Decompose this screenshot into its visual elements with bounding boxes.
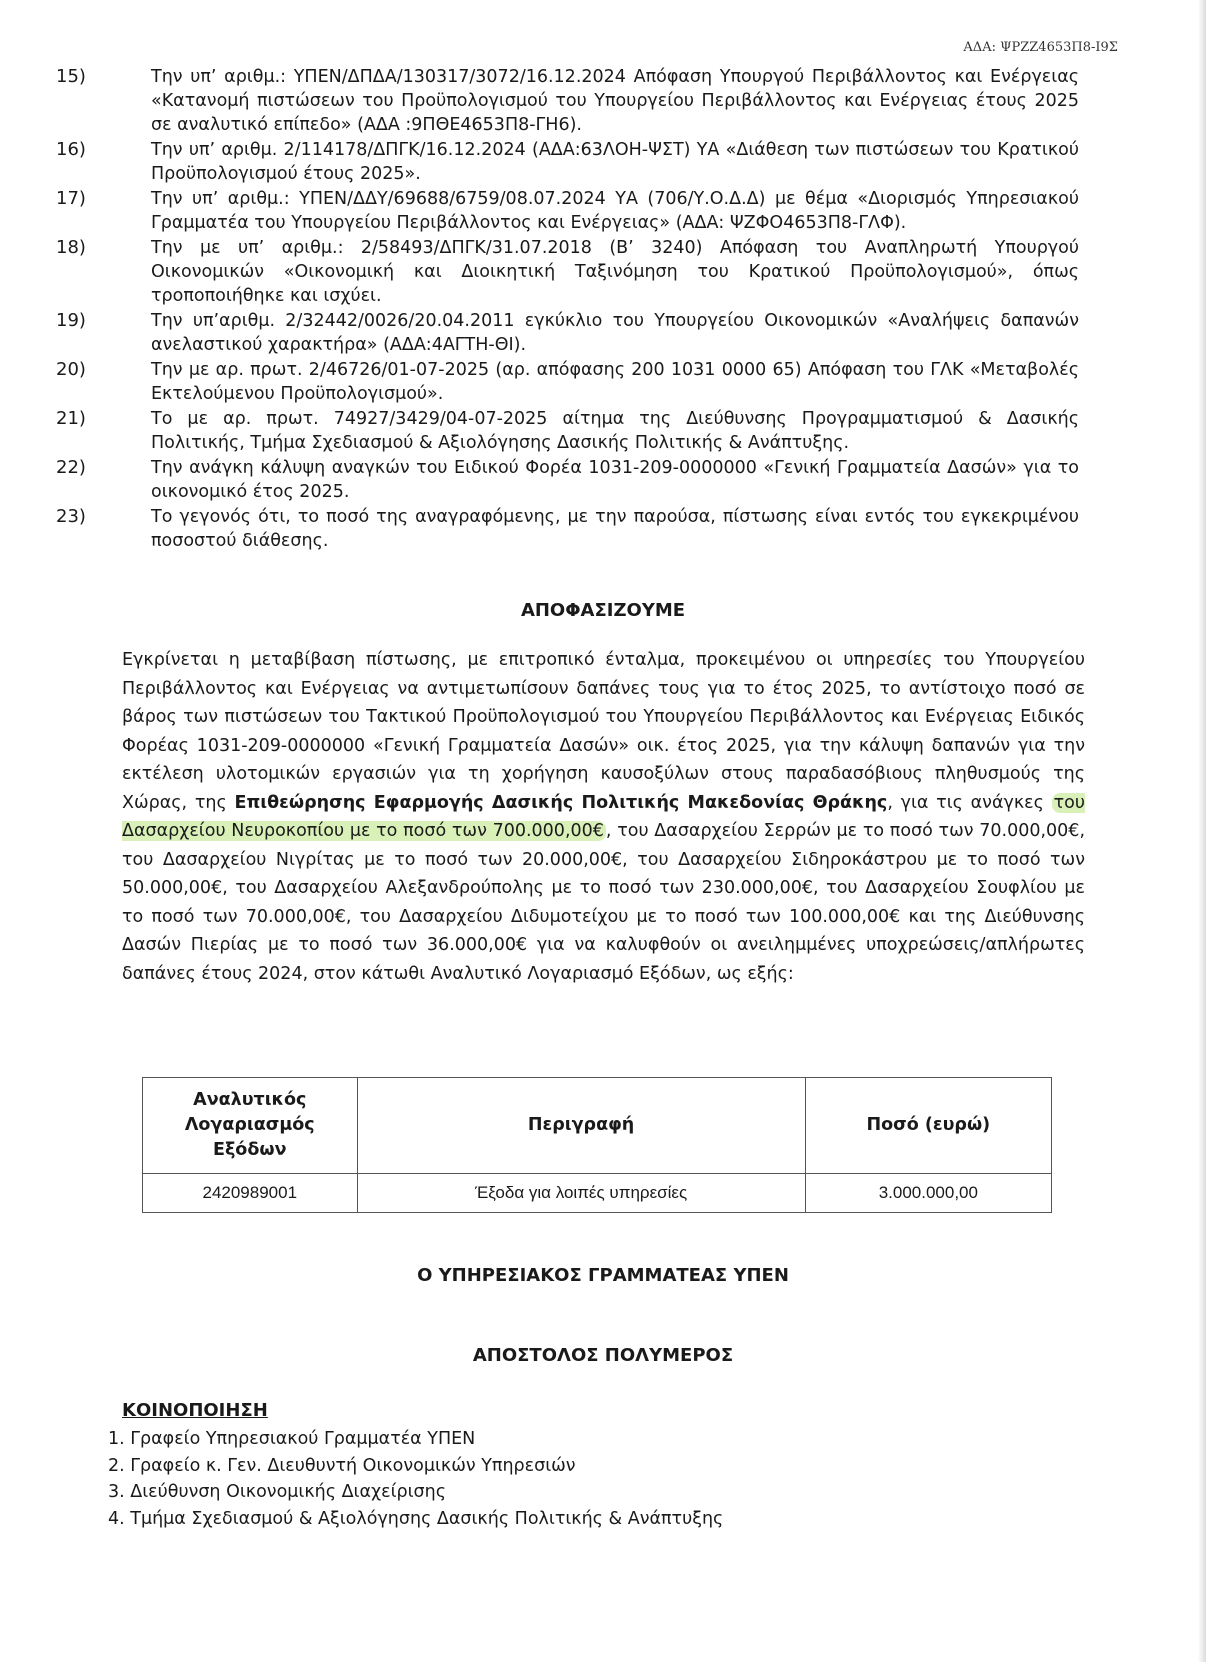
reference-number: 21) (56, 408, 86, 429)
paragraph-bold-text: Επιθεώρησης Εφαρμογής Δασικής Πολιτικής Μακεδονίας Θράκης (234, 792, 888, 813)
reference-text: Την υπ’αριθμ. 2/32442/0026/20.04.2011 εγκύκλιο του Υπουργείου Οικονομικών «Αναλήψεις δαπανών ανελαστικού χαρακτήρα» (ΑΔΑ:4ΑΓΤΗ-ΘΙ). (151, 311, 1079, 355)
reference-number: 20) (56, 359, 86, 380)
notification-list (108, 1426, 723, 1532)
list-item: 4. Τμήμα Σχεδιασμού & Αξιολόγησης Δασικής Πολιτικής & Ανάπτυξης (108, 1508, 724, 1529)
cell-account-code: 2420989001 (143, 1174, 358, 1213)
decision-heading: ΑΠΟΦΑΣΙΖΟΥΜΕ (520, 600, 686, 621)
notification-title: ΚΟΙΝΟΠΟΙΗΣΗ (122, 1400, 268, 1421)
decision-paragraph (122, 646, 1085, 988)
cell-amount: 3.000.000,00 (805, 1174, 1051, 1213)
column-header-amount: Ποσό (ευρώ) (805, 1078, 1051, 1174)
reference-number: 16) (56, 139, 86, 160)
reference-text: Την υπ’ αριθμ.: ΥΠΕΝ/ΔΠΔΑ/130317/3072/16.12.2024 Απόφαση Υπουργού Περιβάλλοντος και Ενέργειας «Κατανομή πιστώσεων του Προϋπολογισμού του Υπουργείου Περιβάλλοντος και Ενέργειας έτους 2025 σε αναλυτικό επίπεδο» (ΑΔΑ :9ΠΘΕ4653Π8-ΓΗ6). (151, 67, 1079, 135)
ada-header: ΑΔΑ: ΨΡΖΖ4653Π8-Ι9Σ (963, 40, 1118, 55)
column-header-account: Αναλυτικός Λογαριασμός Εξόδων (143, 1078, 358, 1174)
reference-item (0, 358, 1206, 406)
cell-description: Έξοδα για λοιπές υπηρεσίες (357, 1174, 805, 1213)
paragraph-text: , του Δασαρχείου Σερρών με το ποσό των 70.000,00€, του Δασαρχείου Νιγρίτας με το ποσό των 20.000,00€, του Δασαρχείου Σιδηροκάστρου με το ποσό των 50.000,00€, του Δασαρχείου Αλεξανδρούπολης με το ποσό των 230.000,00€, του Δασαρχείου Σουφλίου με το ποσό των 70.000,00€, του Δασαρχείου Διδυμοτείχου με το ποσό των 100.000,00€ και της Διεύθυνσης Δασών Πιερίας με το ποσό των 36.000,00€ για να καλυφθούν οι ανειλημμένες υποχρεώσεις/απλήρωτες δαπάνες έτους 2024, στον κάτωθι Αναλυτικό Λογαριασμό Εξόδων, ως εξής: (122, 821, 1086, 984)
paragraph-text: , για τις ανάγκες (887, 792, 1052, 813)
reference-item (0, 65, 1206, 137)
reference-item (0, 309, 1206, 357)
reference-text: Το γεγονός ότι, το ποσό της αναγραφόμενης, με την παρούσα, πίστωσης είναι εντός του εγκεκριμένου ποσοστού διάθεσης. (151, 507, 1079, 551)
reference-number: 22) (56, 457, 86, 478)
paragraph-text: Εγκρίνεται η μεταβίβαση πίστωσης, με επιτροπικό ένταλμα, προκειμένου οι υπηρεσίες του Υπουργείου Περιβάλλοντος και Ενέργειας να αντιμετωπίσουν δαπάνες τους για το έτος 2025, το αντίστοιχο ποσό σε βάρος των πιστώσεων του Τακτικού Προϋπολογισμού του Υπουργείου Περιβάλλοντος και Ενέργειας Ειδικός Φορέας 1031-209-0000000 «Γενική Γραμματεία Δασών» οικ. έτος 2025, για την κάλυψη δαπανών για την εκτέλεση υλοτομικών εργασιών για τη χορήγηση καυσοξύλων στους παραδασόβιους πληθυσμούς της Χώρας, της (122, 650, 1085, 813)
reference-text: Την με υπ’ αριθμ.: 2/58493/ΔΠΓΚ/31.07.2018 (Β’ 3240) Απόφαση του Αναπληρωτή Υπουργού Οικονομικών «Οικονομική και Διοικητική Ταξινόμηση του Κρατικού Προϋπολογισμού», όπως τροποποιήθηκε και ισχύει. (151, 238, 1079, 306)
reference-item (0, 505, 1206, 553)
list-item: 2. Γραφείο κ. Γεν. Διευθυντή Οικονομικών Υπηρεσιών (108, 1455, 576, 1476)
reference-item (0, 187, 1206, 235)
list-item: 3. Διεύθυνση Οικονομικής Διαχείρισης (108, 1482, 446, 1502)
table-row (143, 1174, 1052, 1213)
signatory-name: ΑΠΟΣΤΟΛΟΣ ΠΟΛΥΜΕΡΟΣ (472, 1345, 734, 1366)
reference-number: 18) (56, 237, 86, 258)
reference-item (0, 236, 1206, 308)
reference-text: Την υπ’ αριθμ. 2/114178/ΔΠΓΚ/16.12.2024 (ΑΔΑ:63ΛΟΗ-ΨΣΤ) ΥΑ «Διάθεση των πιστώσεων του Κρατικού Προϋπολογισμού έτους 2025». (151, 140, 1079, 184)
highlighted-text: του Δασαρχείου Νευροκοπίου με το ποσό των 700.000,00€ (122, 792, 1085, 841)
reference-number: 23) (56, 506, 86, 527)
signatory-title: Ο ΥΠΗΡΕΣΙΑΚΟΣ ΓΡΑΜΜΑΤΕΑΣ ΥΠΕΝ (417, 1265, 789, 1286)
reference-text: Το με αρ. πρωτ. 74927/3429/04-07-2025 αίτημα της Διεύθυνσης Προγραμματισμού & Δασικής Πολιτικής, Τμήμα Σχεδιασμού & Αξιολόγησης Δασικής Πολιτικής & Ανάπτυξης. (151, 409, 1079, 453)
table-header-row (143, 1078, 1052, 1174)
reference-item (0, 456, 1206, 504)
expense-account-table (142, 1077, 1052, 1213)
list-item: 1. Γραφείο Υπηρεσιακού Γραμματέα ΥΠΕΝ (108, 1429, 476, 1449)
reference-text: Την με αρ. πρωτ. 2/46726/01-07-2025 (αρ. απόφασης 200 1031 0000 65) Απόφαση του ΓΛΚ «Μεταβολές Εκτελούμενου Προϋπολογισμού». (151, 360, 1079, 404)
reference-item (0, 407, 1206, 455)
reference-item (0, 138, 1206, 186)
reference-text: Την υπ’ αριθμ.: ΥΠΕΝ/ΔΔΥ/69688/6759/08.07.2024 ΥΑ (706/Υ.Ο.Δ.Δ) με θέμα «Διορισμός Υπηρεσιακού Γραμματέα του Υπουργείου Περιβάλλοντος και Ενέργειας» (ΑΔΑ: ΨΖΦΟ4653Π8-ΓΛΦ). (151, 189, 1079, 233)
column-header-description: Περιγραφή (357, 1078, 805, 1174)
references-list (0, 65, 1206, 554)
reference-number: 15) (56, 66, 86, 87)
reference-text: Την ανάγκη κάλυψη αναγκών του Ειδικού Φορέα 1031-209-0000000 «Γενική Γραμματεία Δασών» για το οικονομικό έτος 2025. (151, 458, 1079, 502)
reference-number: 17) (56, 188, 86, 209)
reference-number: 19) (56, 310, 86, 331)
